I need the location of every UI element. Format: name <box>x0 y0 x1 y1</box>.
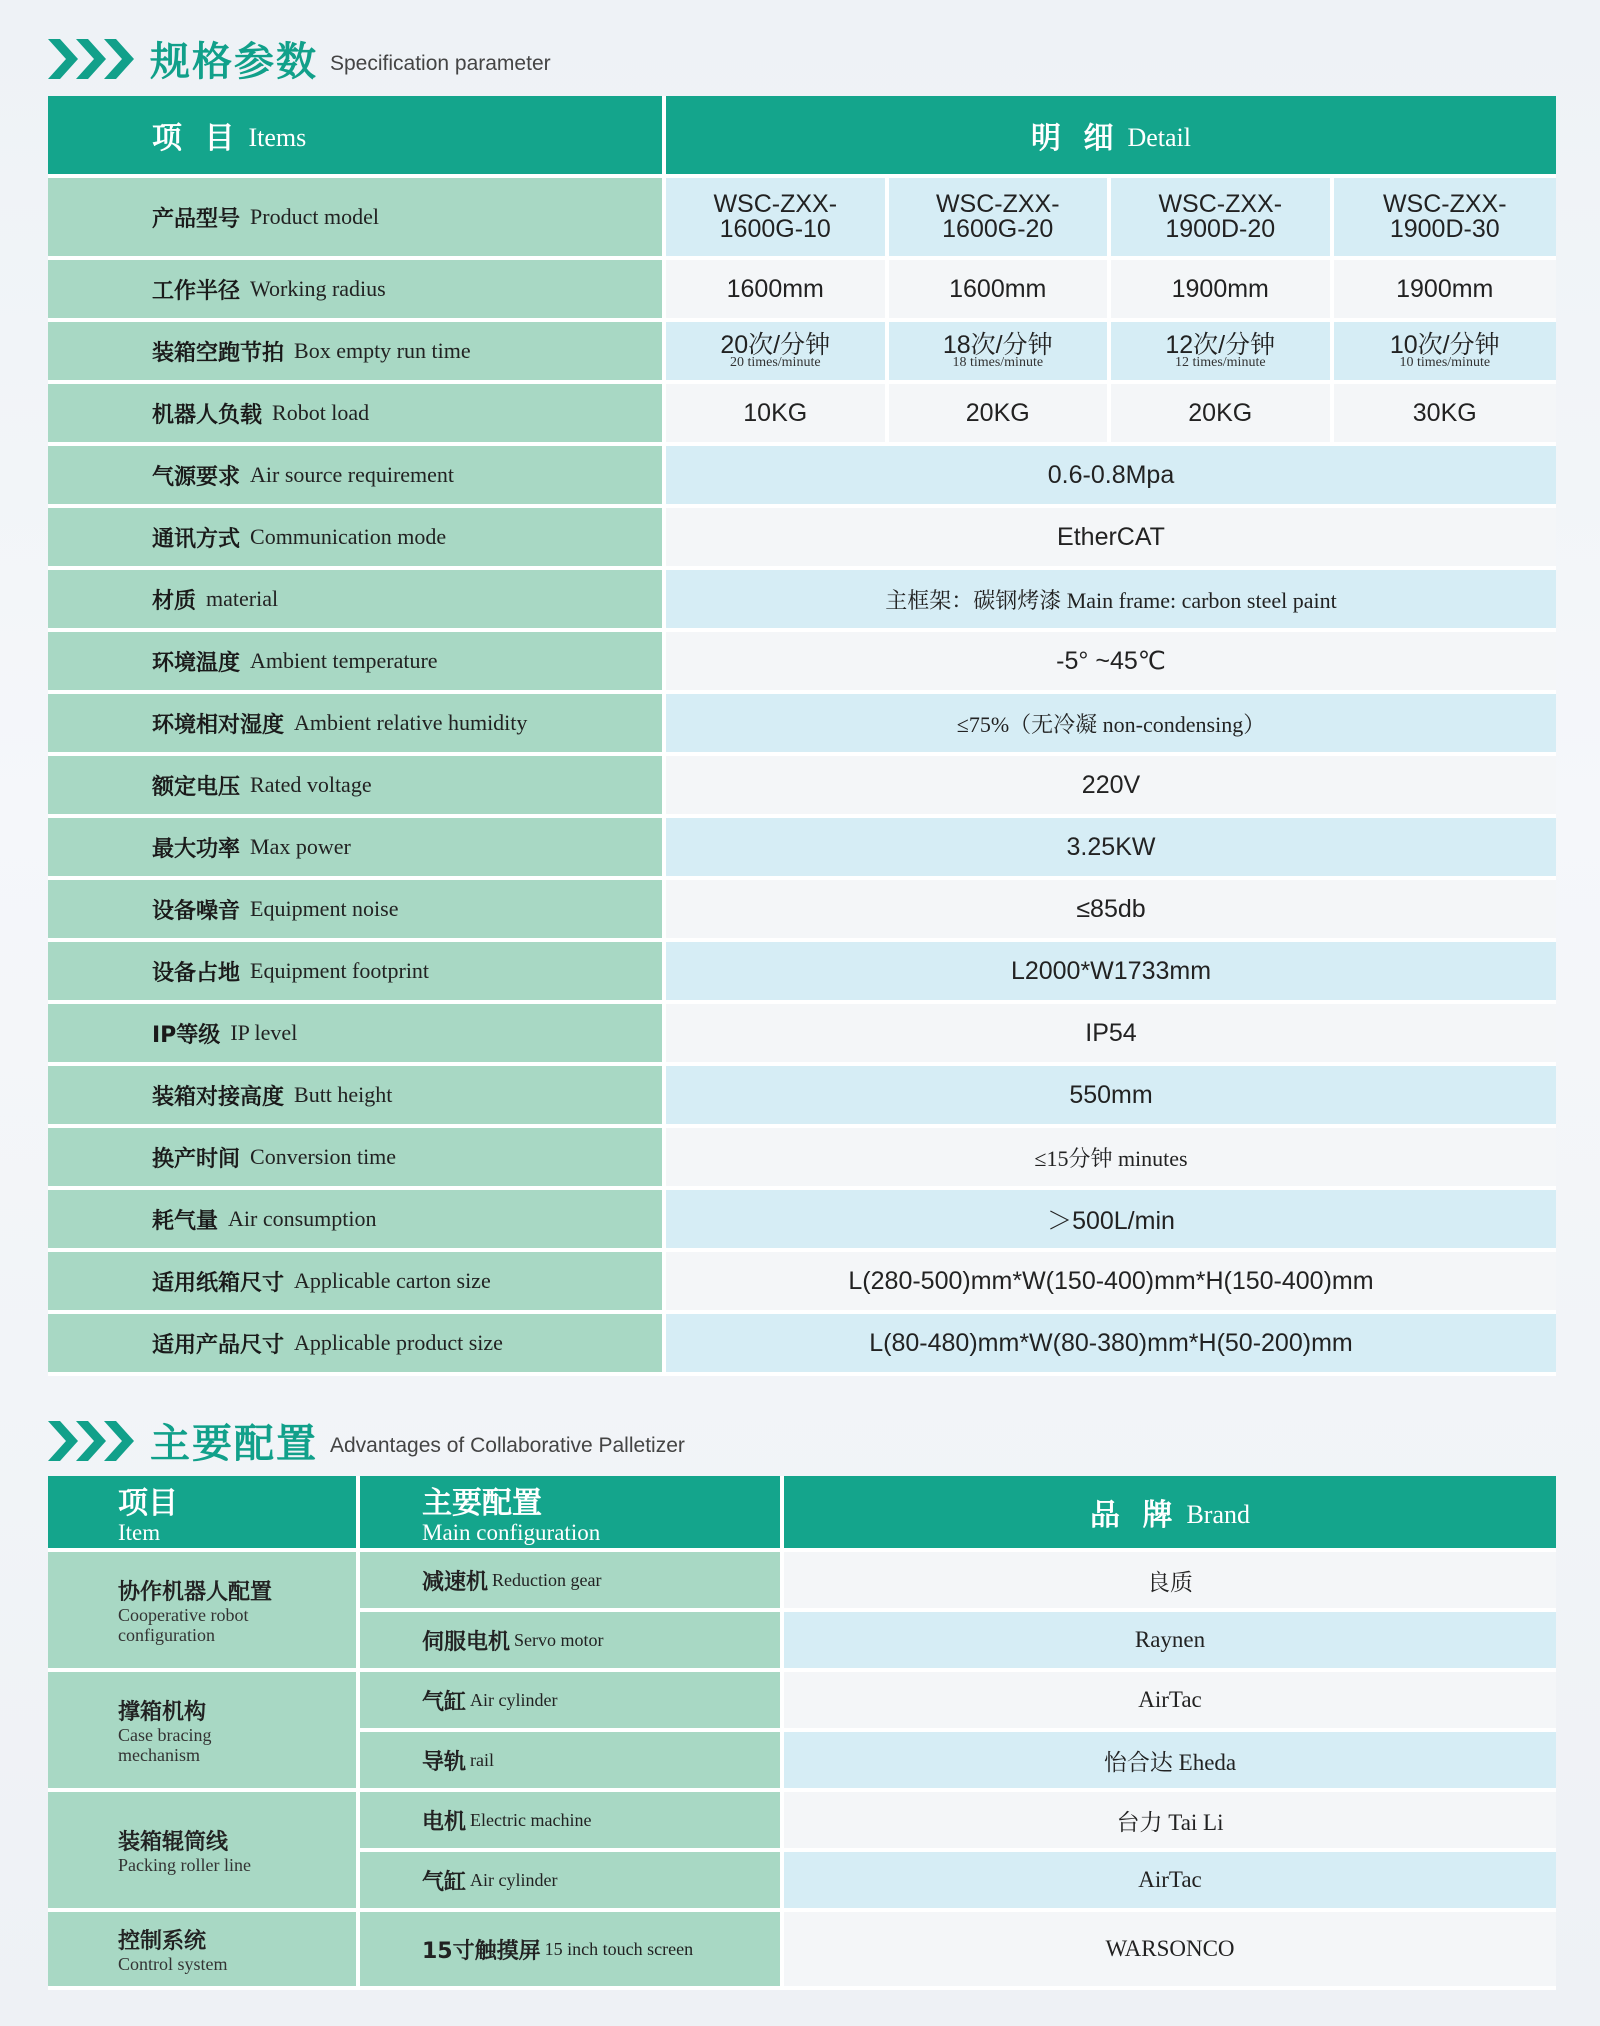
spec-row-label <box>48 1004 666 1066</box>
config-item-row <box>360 1912 1556 1990</box>
value-text: 0.6-0.8Mpa <box>1047 460 1175 489</box>
config-groups <box>48 1552 1556 1990</box>
model-line2: 1900D-20 <box>1165 215 1276 243</box>
spec-row-label <box>48 1128 666 1190</box>
spec-row-label <box>48 880 666 942</box>
config-item-brand <box>784 1552 1556 1612</box>
spec-row-value <box>666 570 1556 632</box>
spec-row <box>48 1066 1556 1128</box>
config-group <box>48 1552 1556 1672</box>
label-en: Product model <box>250 204 379 229</box>
label-en: Conversion time <box>250 1144 397 1169</box>
model-cell <box>666 178 889 260</box>
run-time-en: 10 times/minute <box>1399 354 1491 370</box>
spec-row <box>48 570 1556 632</box>
brand-text: AirTac <box>1138 1867 1202 1892</box>
model-cell <box>889 178 1112 260</box>
load-value: 20KG <box>1188 398 1253 427</box>
item-header-en: Item <box>118 1520 161 1545</box>
working-radius-label <box>48 260 666 322</box>
config-item-label <box>360 1732 784 1792</box>
spec-section-title <box>48 30 551 87</box>
config-item-label <box>360 1612 784 1672</box>
model-line2: 1600G-10 <box>719 215 831 243</box>
config-group <box>48 1912 1556 1990</box>
spec-row-label <box>48 1314 666 1376</box>
load-value: 30KG <box>1412 398 1477 427</box>
spec-row-label <box>48 1066 666 1128</box>
detail-header-zh: 明 细 <box>1031 121 1120 156</box>
spec-row-value <box>666 1190 1556 1252</box>
model-line1: WSC-ZXX- <box>1382 189 1507 218</box>
product-model-label <box>48 178 666 260</box>
run-time-cell <box>889 322 1112 384</box>
item-en: Air cylinder <box>470 1689 558 1710</box>
config-title-en: Advantages of Collaborative Palletizer <box>330 1433 685 1457</box>
spec-row-value <box>666 1128 1556 1190</box>
triple-chevron-icon <box>48 1419 140 1463</box>
radius-cell <box>1334 260 1557 322</box>
item-en: Electric machine <box>470 1809 592 1830</box>
config-item-row <box>360 1552 1556 1612</box>
spec-row-label <box>48 818 666 880</box>
value-text: ＞500L/min <box>1047 1207 1175 1235</box>
spec-single-rows <box>48 446 1556 1376</box>
items-header <box>48 96 666 178</box>
spec-row-label <box>48 694 666 756</box>
model-cell <box>1334 178 1557 260</box>
item-en: Servo motor <box>514 1629 604 1650</box>
run-time-zh: 12次/分钟 <box>1165 330 1276 359</box>
items-header-zh: 项 目 <box>152 121 241 156</box>
spec-row-label <box>48 508 666 570</box>
detail-header <box>666 96 1556 178</box>
spec-title-zh: 规格参数 <box>150 39 318 85</box>
spec-row <box>48 1314 1556 1376</box>
model-line2: 1900D-30 <box>1389 215 1500 243</box>
label-zh: 环境相对湿度 <box>152 712 285 738</box>
label-en: Air source requirement <box>250 462 455 487</box>
spec-row-value <box>666 632 1556 694</box>
spec-row-label <box>48 1190 666 1252</box>
spec-row-value <box>666 1314 1556 1376</box>
config-item-brand <box>784 1912 1556 1990</box>
config-section-title <box>48 1412 685 1469</box>
group-en-line2: configuration <box>118 1624 215 1645</box>
label-en: Applicable product size <box>294 1330 503 1355</box>
spec-table <box>48 96 1556 1376</box>
items-header-en: Items <box>248 123 307 152</box>
value-text: IP54 <box>1085 1018 1137 1047</box>
brand-text: WARSONCO <box>1105 1936 1235 1961</box>
load-value: 20KG <box>965 398 1030 427</box>
config-item-row <box>360 1732 1556 1792</box>
brand-header <box>784 1476 1556 1552</box>
label-en: Equipment footprint <box>250 958 430 983</box>
config-group <box>48 1792 1556 1912</box>
value-text: 220V <box>1081 770 1141 799</box>
load-cell <box>666 384 889 446</box>
label-zh: 额定电压 <box>152 774 241 800</box>
label-en: Working radius <box>250 276 386 301</box>
label-zh: 换产时间 <box>152 1146 241 1172</box>
group-en-line1: Cooperative robot <box>118 1604 249 1625</box>
radius-value: 1600mm <box>726 274 824 303</box>
group-zh: 撑箱机构 <box>118 1699 207 1725</box>
config-item-row <box>360 1792 1556 1852</box>
spec-row-label <box>48 570 666 632</box>
config-item-brand <box>784 1792 1556 1852</box>
item-header-zh: 项目 <box>118 1486 178 1521</box>
box-run-time-label <box>48 322 666 384</box>
main-config-header <box>360 1476 784 1552</box>
model-line2: 1600G-20 <box>942 215 1054 243</box>
radius-cell <box>889 260 1112 322</box>
label-zh: 最大功率 <box>152 836 241 862</box>
model-line1: WSC-ZXX- <box>713 189 838 218</box>
item-zh: 气缸 <box>422 1689 467 1715</box>
label-zh: 设备噪音 <box>152 898 241 924</box>
brand-text: 怡合达 Eheda <box>1103 1749 1237 1775</box>
value-text: EtherCAT <box>1057 522 1165 551</box>
brand-text: Raynen <box>1134 1627 1206 1652</box>
load-cell <box>1111 384 1334 446</box>
label-zh: IP等级 <box>152 1022 221 1048</box>
label-en: material <box>206 586 279 611</box>
brand-header-zh: 品 牌 <box>1090 1498 1179 1533</box>
load-cell <box>1334 384 1557 446</box>
label-zh: 适用产品尺寸 <box>152 1332 285 1358</box>
config-header-row <box>48 1476 1556 1552</box>
config-item-label <box>360 1852 784 1912</box>
group-en-line1: Case bracing <box>118 1724 212 1745</box>
value-text: 550mm <box>1069 1080 1153 1109</box>
radius-value: 1900mm <box>1171 274 1269 303</box>
spec-row <box>48 880 1556 942</box>
spec-row <box>48 1004 1556 1066</box>
group-zh: 控制系统 <box>118 1928 207 1954</box>
spec-row-value <box>666 1252 1556 1314</box>
config-item-brand <box>784 1852 1556 1912</box>
spec-row-label <box>48 632 666 694</box>
spec-row <box>48 694 1556 756</box>
label-en: Rated voltage <box>250 772 372 797</box>
triple-chevron-icon <box>48 37 140 81</box>
config-item-row <box>360 1612 1556 1672</box>
box-run-time-row <box>48 322 1556 384</box>
config-table <box>48 1476 1556 1990</box>
label-en: Equipment noise <box>250 896 399 921</box>
label-zh: 装箱空跑节拍 <box>152 340 285 366</box>
config-item-label <box>360 1792 784 1852</box>
run-time-cell <box>1334 322 1557 384</box>
item-en: Reduction gear <box>492 1569 602 1590</box>
group-en-line2: mechanism <box>118 1744 200 1765</box>
model-line1: WSC-ZXX- <box>935 189 1060 218</box>
model-cell <box>1111 178 1334 260</box>
robot-load-row <box>48 384 1556 446</box>
config-group-label <box>48 1552 360 1672</box>
label-en: Max power <box>250 834 351 859</box>
config-group-label <box>48 1672 360 1792</box>
product-model-row <box>48 178 1556 260</box>
radius-value: 1600mm <box>949 274 1047 303</box>
label-en: Communication mode <box>250 524 447 549</box>
spec-row <box>48 1252 1556 1314</box>
label-en: Butt height <box>294 1082 393 1107</box>
radius-cell <box>666 260 889 322</box>
label-en: Robot load <box>272 400 370 425</box>
group-en-line1: Packing roller line <box>118 1854 251 1875</box>
value-text: -5° ~45℃ <box>1056 647 1166 675</box>
load-value: 10KG <box>743 398 808 427</box>
spec-row <box>48 942 1556 1004</box>
config-group-label <box>48 1912 360 1990</box>
robot-load-label <box>48 384 666 446</box>
item-zh: 电机 <box>422 1809 467 1835</box>
spec-row-value <box>666 1004 1556 1066</box>
value-text: ≤15分钟 minutes <box>1034 1145 1188 1171</box>
config-item-label <box>360 1672 784 1732</box>
spec-row <box>48 756 1556 818</box>
spec-row <box>48 1128 1556 1190</box>
item-header <box>48 1476 360 1552</box>
brand-text: 台力 Tai Li <box>1116 1809 1224 1835</box>
run-time-cell <box>1111 322 1334 384</box>
spec-row-label <box>48 756 666 818</box>
spec-row <box>48 818 1556 880</box>
value-text: L(280-500)mm*W(150-400)mm*H(150-400)mm <box>848 1266 1374 1295</box>
label-zh: 工作半径 <box>152 278 241 304</box>
brand-text: 良质 <box>1147 1569 1193 1595</box>
brand-text: AirTac <box>1138 1687 1202 1712</box>
config-title-zh: 主要配置 <box>150 1421 318 1467</box>
item-zh: 导轨 <box>422 1749 467 1775</box>
config-item-row <box>360 1672 1556 1732</box>
config-group <box>48 1672 1556 1792</box>
item-en: Air cylinder <box>470 1869 558 1890</box>
item-zh: 伺服电机 <box>422 1629 511 1655</box>
label-zh: 产品型号 <box>152 206 241 232</box>
label-en: Box empty run time <box>294 338 471 363</box>
label-en: Applicable carton size <box>294 1268 491 1293</box>
load-cell <box>889 384 1112 446</box>
spec-row <box>48 1190 1556 1252</box>
spec-row <box>48 446 1556 508</box>
spec-row-label <box>48 1252 666 1314</box>
item-en: rail <box>470 1749 495 1770</box>
label-zh: 耗气量 <box>152 1208 219 1234</box>
spec-row <box>48 632 1556 694</box>
config-group-label <box>48 1792 360 1912</box>
label-zh: 气源要求 <box>152 464 241 490</box>
value-text: ≤85db <box>1076 894 1146 923</box>
label-en: Ambient temperature <box>250 648 438 673</box>
main-config-header-en: Main configuration <box>422 1520 601 1545</box>
label-en: Air consumption <box>228 1206 377 1231</box>
spec-header-row <box>48 96 1556 178</box>
value-text: L2000*W1733mm <box>1010 956 1212 985</box>
label-zh: 装箱对接高度 <box>152 1084 285 1110</box>
config-item-label <box>360 1552 784 1612</box>
spec-row-value <box>666 508 1556 570</box>
config-item-brand <box>784 1612 1556 1672</box>
config-item-label <box>360 1912 784 1990</box>
group-en-line1: Control system <box>118 1953 228 1974</box>
spec-row-value <box>666 942 1556 1004</box>
label-zh: 设备占地 <box>152 960 241 986</box>
working-radius-row <box>48 260 1556 322</box>
model-line1: WSC-ZXX- <box>1158 189 1283 218</box>
spec-row-label <box>48 942 666 1004</box>
spec-row <box>48 508 1556 570</box>
value-text: 主框架：碳钢烤漆 Main frame: carbon steel paint <box>885 587 1337 613</box>
spec-row-value <box>666 818 1556 880</box>
config-item-brand <box>784 1732 1556 1792</box>
config-item-row <box>360 1852 1556 1912</box>
label-en: IP level <box>230 1020 298 1045</box>
item-zh: 减速机 <box>422 1569 489 1595</box>
spec-row-value <box>666 446 1556 508</box>
config-item-brand <box>784 1672 1556 1732</box>
item-en: 15 inch touch screen <box>544 1938 694 1959</box>
run-time-zh: 10次/分钟 <box>1389 330 1500 359</box>
group-zh: 装箱辊筒线 <box>118 1829 229 1855</box>
value-text: ≤75%（无冷凝 non-condensing） <box>956 711 1266 737</box>
run-time-en: 18 times/minute <box>952 354 1044 370</box>
label-zh: 机器人负载 <box>152 402 263 428</box>
value-text: 3.25KW <box>1066 832 1156 861</box>
brand-header-en: Brand <box>1186 1500 1250 1529</box>
label-zh: 环境温度 <box>152 650 241 676</box>
run-time-en: 12 times/minute <box>1174 354 1266 370</box>
spec-title-en: Specification parameter <box>330 51 551 75</box>
radius-cell <box>1111 260 1334 322</box>
run-time-en: 20 times/minute <box>729 354 821 370</box>
spec-row-value <box>666 694 1556 756</box>
run-time-zh: 18次/分钟 <box>942 330 1053 359</box>
label-zh: 通讯方式 <box>152 526 241 552</box>
value-text: L(80-480)mm*W(80-380)mm*H(50-200)mm <box>869 1328 1353 1357</box>
detail-header-en: Detail <box>1127 123 1191 152</box>
radius-value: 1900mm <box>1396 274 1494 303</box>
label-zh: 适用纸箱尺寸 <box>152 1270 285 1296</box>
spec-row-label <box>48 446 666 508</box>
label-zh: 材质 <box>152 588 197 614</box>
main-config-header-zh: 主要配置 <box>422 1486 542 1521</box>
item-zh: 气缸 <box>422 1869 467 1895</box>
spec-row-value <box>666 1066 1556 1128</box>
run-time-zh: 20次/分钟 <box>720 330 831 359</box>
run-time-cell <box>666 322 889 384</box>
group-zh: 协作机器人配置 <box>118 1579 273 1605</box>
spec-row-value <box>666 880 1556 942</box>
spec-row-value <box>666 756 1556 818</box>
label-en: Ambient relative humidity <box>294 710 528 735</box>
item-zh: 15寸触摸屏 <box>422 1938 541 1964</box>
